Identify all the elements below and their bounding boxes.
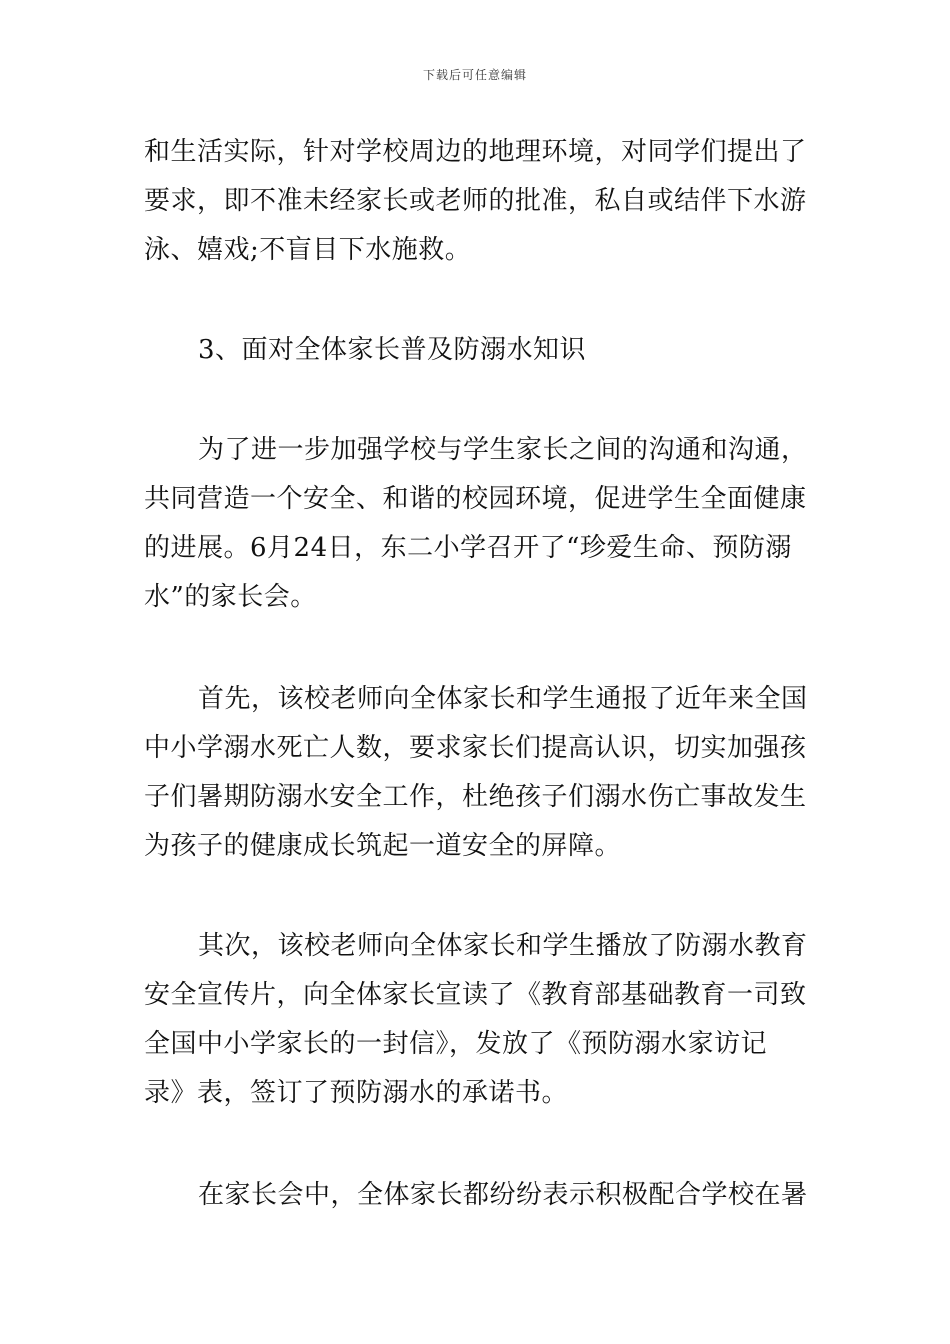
body-line: 泳、嬉戏;不盲目下水施救。 [144,235,472,265]
body-line: 和生活实际，针对学校周边的地理环境，对同学们提出了 [144,137,807,167]
paragraph-first-line: 首先，该校老师向全体家长和学生通报了近年来全国 [198,684,808,714]
body-line: 要求，即不准未经家长或老师的批准，私自或结伴下水游 [144,186,807,216]
paragraph-first-line: 在家长会中，全体家长都纷纷表示积极配合学校在暑 [198,1180,808,1210]
body-line: 为孩子的健康成长筑起一道安全的屏障。 [144,831,622,861]
section-heading: 3、面对全体家长普及防溺水知识 [198,335,587,365]
body-line: 全国中小学家长的一封信》，发放了《预防溺水家访记 [144,1029,768,1059]
body-line: 的进展。6月24日，东二小学召开了“珍爱生命、预防溺 [144,533,792,563]
body-line: 子们暑期防溺水安全工作，杜绝孩子们溺水伤亡事故发生 [144,782,807,812]
paragraph-first-line: 为了进一步加强学校与学生家长之间的沟通和沟通， [198,435,808,465]
body-line: 安全宣传片，向全体家长宣读了《教育部基础教育一司致 [144,980,807,1010]
paragraph-first-line: 其次，该校老师向全体家长和学生播放了防溺水教育 [198,931,808,961]
body-line: 共同营造一个安全、和谐的校园环境，促进学生全面健康 [144,484,807,514]
body-line: 录》表，签订了预防溺水的承诺书。 [144,1078,569,1108]
page-header: 下载后可任意编辑 [422,68,527,82]
body-line: 中小学溺水死亡人数，要求家长们提高认识，切实加强孩 [144,733,807,763]
body-line: 水”的家长会。 [144,582,317,612]
